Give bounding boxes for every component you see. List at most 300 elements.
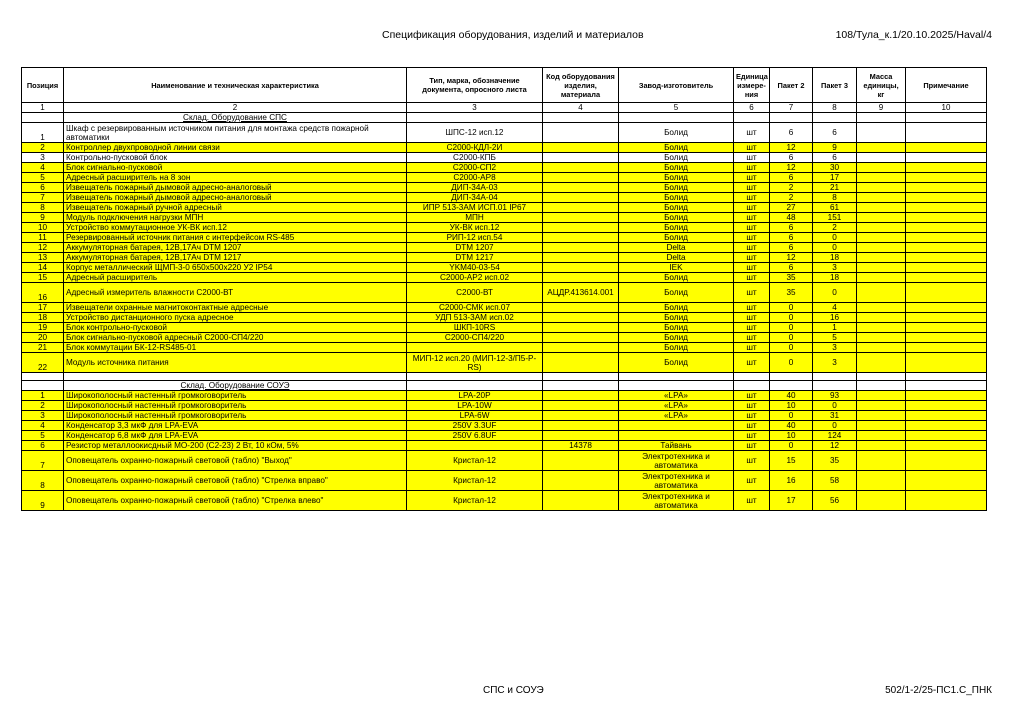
cell-unit: шт [734, 303, 770, 313]
cell-note [906, 183, 987, 193]
cell-unit: шт [734, 283, 770, 303]
cell-note [906, 223, 987, 233]
empty-cell [906, 381, 987, 391]
cell-type: ДИП-34А-03 [407, 183, 543, 193]
cell-package-2: 48 [770, 213, 813, 223]
empty-cell [619, 113, 734, 123]
col-header-type: Тип, марка, обозначение документа, опросного листа [407, 68, 543, 103]
cell-note [906, 431, 987, 441]
table-row [22, 313, 987, 323]
cell-code [543, 401, 619, 411]
cell-name: Модуль источника питания [64, 353, 407, 373]
cell-unit: шт [734, 233, 770, 243]
cell-mass [857, 333, 906, 343]
cell-maker: Болид [619, 163, 734, 173]
cell-position: 4 [22, 163, 64, 173]
cell-code [543, 183, 619, 193]
cell-unit: шт [734, 223, 770, 233]
cell-mass [857, 283, 906, 303]
cell-mass [857, 491, 906, 511]
cell-type: УДП 513-3АМ исп.02 [407, 313, 543, 323]
col-header-unit: Единица измере-ния [734, 68, 770, 103]
cell-name: Извещатель пожарный ручной адресный [64, 203, 407, 213]
cell-package-3: 124 [813, 431, 857, 441]
cell-package-3: 4 [813, 303, 857, 313]
cell-code [543, 333, 619, 343]
cell-note [906, 411, 987, 421]
cell-mass [857, 203, 906, 213]
cell-note [906, 273, 987, 283]
cell-maker: Болид [619, 273, 734, 283]
empty-cell [619, 373, 734, 381]
cell-package-2: 40 [770, 421, 813, 431]
empty-cell [857, 381, 906, 391]
section-title: Склад. Оборудование СПС [64, 113, 407, 123]
table-row [22, 451, 987, 471]
empty-cell [543, 373, 619, 381]
cell-position: 6 [22, 441, 64, 451]
cell-package-2: 0 [770, 313, 813, 323]
table-row [22, 343, 987, 353]
cell-type: МИП-12 исп.20 (МИП-12-3/П5-Р-RS) [407, 353, 543, 373]
cell-unit: шт [734, 441, 770, 451]
cell-package-3: 31 [813, 411, 857, 421]
cell-package-2: 2 [770, 183, 813, 193]
col-header-note: Примечание [906, 68, 987, 103]
empty-cell [619, 381, 734, 391]
cell-type: LPA-6W [407, 411, 543, 421]
table-row [22, 173, 987, 183]
cell-maker [619, 421, 734, 431]
empty-cell [734, 381, 770, 391]
cell-code [543, 353, 619, 373]
cell-package-2: 6 [770, 223, 813, 233]
cell-note [906, 441, 987, 451]
cell-mass [857, 233, 906, 243]
cell-package-2: 17 [770, 491, 813, 511]
cell-package-3: 3 [813, 343, 857, 353]
cell-position: 7 [22, 193, 64, 203]
cell-position: 6 [22, 183, 64, 193]
cell-mass [857, 451, 906, 471]
cell-position: 3 [22, 411, 64, 421]
cell-mass [857, 263, 906, 273]
cell-position: 22 [22, 353, 64, 373]
cell-mass [857, 273, 906, 283]
cell-code: 14378 [543, 441, 619, 451]
cell-code [543, 233, 619, 243]
cell-position: 20 [22, 333, 64, 343]
cell-note [906, 343, 987, 353]
empty-cell [734, 373, 770, 381]
cell-maker: Электротехника и автоматика [619, 491, 734, 511]
cell-package-3: 0 [813, 401, 857, 411]
cell-package-3: 9 [813, 143, 857, 153]
cell-package-3: 30 [813, 163, 857, 173]
cell-maker: Болид [619, 233, 734, 243]
cell-position: 19 [22, 323, 64, 333]
cell-position: 9 [22, 213, 64, 223]
empty-cell [813, 381, 857, 391]
cell-package-3: 12 [813, 441, 857, 451]
cell-code [543, 451, 619, 471]
cell-name: Резистор металлоокисдный МО-200 (С2-23) 2 Вт, 10 кОм, 5% [64, 441, 407, 451]
cell-mass [857, 313, 906, 323]
cell-unit: шт [734, 153, 770, 163]
cell-package-3: 6 [813, 153, 857, 163]
cell-maker: Болид [619, 353, 734, 373]
table-row [22, 263, 987, 273]
cell-type: Кристал-12 [407, 451, 543, 471]
cell-note [906, 173, 987, 183]
cell-package-3: 151 [813, 213, 857, 223]
cell-maker: Болид [619, 223, 734, 233]
cell-maker: Болид [619, 173, 734, 183]
cell-mass [857, 243, 906, 253]
table-row [22, 401, 987, 411]
cell-type: Кристал-12 [407, 491, 543, 511]
cell-position [22, 381, 64, 391]
cell-package-2: 0 [770, 303, 813, 313]
table-row [22, 303, 987, 313]
cell-package-2: 0 [770, 411, 813, 421]
empty-cell [906, 373, 987, 381]
empty-cell [813, 113, 857, 123]
cell-package-3: 61 [813, 203, 857, 213]
cell-maker: Болид [619, 303, 734, 313]
cell-code [543, 213, 619, 223]
cell-code [543, 153, 619, 163]
cell-position: 2 [22, 143, 64, 153]
cell-maker: «LPA» [619, 401, 734, 411]
table-row [22, 323, 987, 333]
cell-name: Аккумуляторная батарея, 12В,17Ач DTM 1207 [64, 243, 407, 253]
column-number-row [22, 103, 987, 113]
cell-code: АЦДР.413614.001 [543, 283, 619, 303]
cell-note [906, 391, 987, 401]
cell-package-3: 6 [813, 123, 857, 143]
cell-name: Широкополосный настенный громкоговоритель [64, 411, 407, 421]
table-row [22, 333, 987, 343]
cell-type: С2000-СМК исп.07 [407, 303, 543, 313]
cell-name: Блок сигнально-пусковой адресный С2000-СП4/220 [64, 333, 407, 343]
cell-maker: Электротехника и автоматика [619, 451, 734, 471]
cell-position: 15 [22, 273, 64, 283]
cell-unit: шт [734, 123, 770, 143]
cell-position: 11 [22, 233, 64, 243]
table-header-row [22, 68, 987, 103]
cell-name: Конденсатор 6,8 мкФ для LPA-EVA [64, 431, 407, 441]
empty-cell [857, 113, 906, 123]
cell-code [543, 143, 619, 153]
cell-package-2: 6 [770, 173, 813, 183]
specification-table [21, 67, 987, 511]
cell-package-2: 12 [770, 253, 813, 263]
footer-document-code: 502/1-2/25-ПС1.С_ПНК [885, 685, 992, 696]
cell-package-2: 0 [770, 343, 813, 353]
cell-note [906, 323, 987, 333]
col-header-package-3: Пакет 3 [813, 68, 857, 103]
cell-mass [857, 401, 906, 411]
col-header-mass: Масса единицы, кг [857, 68, 906, 103]
cell-note [906, 263, 987, 273]
cell-package-2: 12 [770, 143, 813, 153]
cell-type: ШКП-10RS [407, 323, 543, 333]
cell-position: 16 [22, 283, 64, 303]
cell-type: 250V 6.8UF [407, 431, 543, 441]
cell-type: LPA-10W [407, 401, 543, 411]
cell-type: ШПС-12 исп.12 [407, 123, 543, 143]
cell-maker: Болид [619, 183, 734, 193]
table-row [22, 283, 987, 303]
cell-note [906, 253, 987, 263]
col-number: 1 [22, 103, 64, 113]
empty-cell [770, 381, 813, 391]
cell-mass [857, 421, 906, 431]
cell-name: Оповещатель охранно-пожарный световой (табло) "Стрелка вправо" [64, 471, 407, 491]
cell-name: Извещатель пожарный дымовой адресно-аналоговый [64, 193, 407, 203]
cell-note [906, 213, 987, 223]
cell-mass [857, 123, 906, 143]
cell-mass [857, 143, 906, 153]
cell-name: Модуль подключения нагрузки МПН [64, 213, 407, 223]
col-number: 3 [407, 103, 543, 113]
empty-cell [64, 373, 407, 381]
cell-package-3: 58 [813, 471, 857, 491]
cell-note [906, 243, 987, 253]
cell-package-3: 2 [813, 223, 857, 233]
cell-maker [619, 431, 734, 441]
cell-maker: Болид [619, 203, 734, 213]
cell-code [543, 263, 619, 273]
document-title: Спецификация оборудования, изделий и материалов [382, 29, 644, 41]
empty-cell [543, 113, 619, 123]
cell-package-2: 0 [770, 333, 813, 343]
cell-package-3: 1 [813, 323, 857, 333]
cell-name: Шкаф с резервированным источником питания для монтажа средств пожарной автоматики [64, 123, 407, 143]
cell-position: 5 [22, 431, 64, 441]
cell-package-2: 35 [770, 273, 813, 283]
cell-name: Контроллер двухпроводной линии связи [64, 143, 407, 153]
col-number: 2 [64, 103, 407, 113]
cell-position: 7 [22, 451, 64, 471]
cell-maker: Delta [619, 253, 734, 263]
cell-name: Конденсатор 3,3 мкФ для LPA-EVA [64, 421, 407, 431]
cell-package-3: 0 [813, 243, 857, 253]
table-row [22, 203, 987, 213]
cell-mass [857, 253, 906, 263]
col-header-package-2: Пакет 2 [770, 68, 813, 103]
table-row [22, 213, 987, 223]
cell-position: 17 [22, 303, 64, 313]
cell-name: Извещатель пожарный дымовой адресно-аналоговый [64, 183, 407, 193]
empty-cell [22, 373, 64, 381]
cell-maker: Болид [619, 213, 734, 223]
section-title-row [22, 381, 987, 391]
table-row [22, 491, 987, 511]
cell-package-2: 40 [770, 391, 813, 401]
cell-code [543, 203, 619, 213]
cell-package-2: 6 [770, 233, 813, 243]
spacer-row [22, 373, 987, 381]
cell-position: 1 [22, 391, 64, 401]
cell-unit: шт [734, 491, 770, 511]
cell-position: 5 [22, 173, 64, 183]
cell-note [906, 303, 987, 313]
cell-unit: шт [734, 273, 770, 283]
cell-position: 9 [22, 491, 64, 511]
cell-mass [857, 183, 906, 193]
cell-code [543, 323, 619, 333]
cell-type: С2000-АР2 исп.02 [407, 273, 543, 283]
cell-unit: шт [734, 193, 770, 203]
cell-note [906, 123, 987, 143]
cell-package-2: 12 [770, 163, 813, 173]
empty-cell [770, 373, 813, 381]
cell-position: 13 [22, 253, 64, 263]
cell-name: Оповещатель охранно-пожарный световой (табло) "Стрелка влево" [64, 491, 407, 511]
cell-type: YKM40-03-54 [407, 263, 543, 273]
cell-code [543, 343, 619, 353]
cell-package-3: 56 [813, 491, 857, 511]
cell-code [543, 431, 619, 441]
cell-maker: Электротехника и автоматика [619, 471, 734, 491]
cell-package-2: 0 [770, 323, 813, 333]
empty-cell [407, 381, 543, 391]
table-row [22, 223, 987, 233]
cell-package-3: 5 [813, 333, 857, 343]
cell-maker: Болид [619, 153, 734, 163]
cell-mass [857, 173, 906, 183]
cell-code [543, 223, 619, 233]
col-number: 10 [906, 103, 987, 113]
empty-cell [543, 381, 619, 391]
document-code: 108/Тула_к.1/20.10.2025/Haval/4 [835, 29, 992, 41]
col-number: 4 [543, 103, 619, 113]
table-row [22, 233, 987, 243]
cell-type: С2000-АР8 [407, 173, 543, 183]
cell-unit: шт [734, 353, 770, 373]
cell-type: С2000-СП4/220 [407, 333, 543, 343]
cell-code [543, 123, 619, 143]
cell-code [543, 243, 619, 253]
cell-position: 18 [22, 313, 64, 323]
cell-package-2: 6 [770, 243, 813, 253]
cell-maker: Delta [619, 243, 734, 253]
empty-cell [906, 113, 987, 123]
cell-package-2: 2 [770, 193, 813, 203]
cell-note [906, 353, 987, 373]
cell-mass [857, 223, 906, 233]
footer-system-name: СПС и СОУЭ [483, 685, 544, 696]
cell-package-3: 3 [813, 263, 857, 273]
cell-mass [857, 153, 906, 163]
cell-mass [857, 431, 906, 441]
cell-mass [857, 391, 906, 401]
table-row [22, 353, 987, 373]
cell-mass [857, 441, 906, 451]
cell-unit: шт [734, 163, 770, 173]
cell-mass [857, 193, 906, 203]
cell-position [22, 113, 64, 123]
cell-package-2: 16 [770, 471, 813, 491]
col-number: 6 [734, 103, 770, 113]
cell-type: DTM 1207 [407, 243, 543, 253]
table-row [22, 253, 987, 263]
cell-name: Оповещатель охранно-пожарный световой (табло) "Выход" [64, 451, 407, 471]
cell-maker: Болид [619, 313, 734, 323]
empty-cell [857, 373, 906, 381]
empty-cell [813, 373, 857, 381]
cell-unit: шт [734, 431, 770, 441]
cell-code [543, 173, 619, 183]
cell-unit: шт [734, 183, 770, 193]
cell-position: 10 [22, 223, 64, 233]
cell-position: 12 [22, 243, 64, 253]
cell-package-3: 18 [813, 253, 857, 263]
cell-name: Корпус металлический ЩМП-3-0 650х500х220 У2 IP54 [64, 263, 407, 273]
cell-package-3: 8 [813, 193, 857, 203]
cell-type: С2000-СП2 [407, 163, 543, 173]
cell-package-2: 10 [770, 431, 813, 441]
cell-package-3: 3 [813, 353, 857, 373]
cell-name: Адресный расширитель на 8 зон [64, 173, 407, 183]
cell-maker: Тайвань [619, 441, 734, 451]
cell-package-3: 35 [813, 451, 857, 471]
cell-maker: Болид [619, 333, 734, 343]
col-header-maker: Завод-изготовитель [619, 68, 734, 103]
cell-unit: шт [734, 143, 770, 153]
cell-position: 3 [22, 153, 64, 163]
cell-unit: шт [734, 263, 770, 273]
cell-name: Аккумуляторная батарея, 12В,17Ач DTM 1217 [64, 253, 407, 263]
cell-type: ИПР 513-3АМ ИСП.01 IP67 [407, 203, 543, 213]
cell-code [543, 491, 619, 511]
cell-position: 14 [22, 263, 64, 273]
cell-name: Извещатели охранные магнитоконтактные адресные [64, 303, 407, 313]
cell-code [543, 303, 619, 313]
cell-unit: шт [734, 323, 770, 333]
cell-package-2: 27 [770, 203, 813, 213]
cell-note [906, 451, 987, 471]
cell-unit: шт [734, 213, 770, 223]
cell-note [906, 233, 987, 243]
cell-name: Устройство дистанционного пуска адресное [64, 313, 407, 323]
cell-package-3: 0 [813, 283, 857, 303]
table-row [22, 153, 987, 163]
cell-mass [857, 353, 906, 373]
cell-package-3: 16 [813, 313, 857, 323]
cell-unit: шт [734, 471, 770, 491]
table-row [22, 163, 987, 173]
cell-code [543, 163, 619, 173]
table-row [22, 123, 987, 143]
cell-code [543, 313, 619, 323]
cell-code [543, 273, 619, 283]
cell-code [543, 421, 619, 431]
cell-package-3: 0 [813, 233, 857, 243]
cell-mass [857, 411, 906, 421]
cell-maker: Болид [619, 193, 734, 203]
cell-package-3: 21 [813, 183, 857, 193]
cell-type: С2000-КПБ [407, 153, 543, 163]
table-row [22, 143, 987, 153]
cell-package-2: 6 [770, 263, 813, 273]
cell-note [906, 313, 987, 323]
cell-type [407, 343, 543, 353]
col-number: 5 [619, 103, 734, 113]
table-row [22, 411, 987, 421]
